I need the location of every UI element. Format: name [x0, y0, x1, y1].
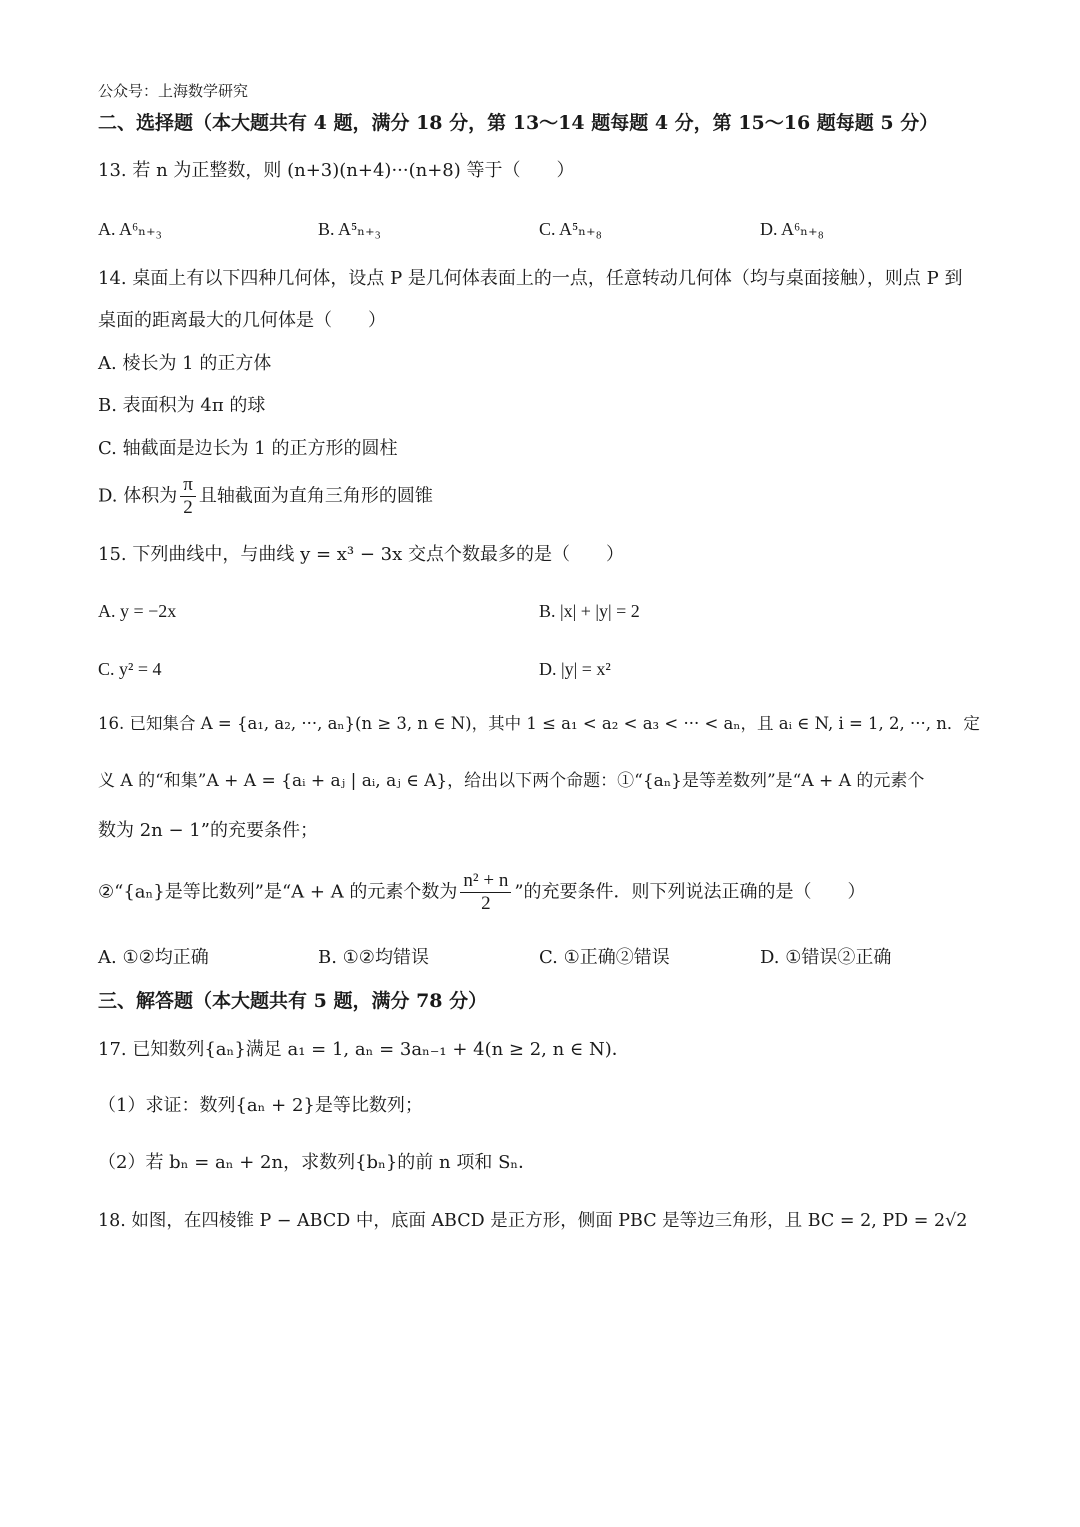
q15-stem: 15. 下列曲线中，与曲线 y = x³ − 3x 交点个数最多的是（ ） — [98, 544, 624, 565]
q14-stem-line-2: 桌面的距离最大的几何体是（ ） — [98, 310, 386, 331]
q13-option-c: C. A⁵ₙ₊₈ — [539, 219, 602, 239]
q16-option-b: B. ①②均错误 — [318, 947, 429, 968]
q16-option-c: C. ①正确②错误 — [539, 947, 670, 968]
q14-stem-line-1: 14. 桌面上有以下四种几何体，设点 P 是几何体表面上的一点，任意转动几何体（均与桌面接触），则点 P 到 — [98, 268, 963, 289]
section-2-title: 二、选择题（本大题共有 4 题，满分 18 分，第 13～14 题每题 4 分，第 15～16 题每题 5 分） — [98, 112, 939, 134]
q16-option-a: A. ①②均正确 — [98, 947, 209, 968]
q14-option-d-prefix: D. 体积为 — [98, 485, 178, 507]
header-source: 公众号：上海数学研究 — [98, 82, 249, 100]
q13-stem: 13. 若 n 为正整数，则 (n+3)(n+4)···(n+8) 等于（ ） — [98, 160, 575, 181]
q16-stem-4-numerator: n² + n — [460, 870, 511, 893]
q17-part-2: （2）若 bₙ = aₙ + 2n，求数列{bₙ}的前 n 项和 Sₙ． — [98, 1152, 537, 1173]
section-3-title: 三、解答题（本大题共有 5 题，满分 78 分） — [98, 990, 488, 1012]
q14-option-c: C. 轴截面是边长为 1 的正方形的圆柱 — [98, 438, 398, 459]
q15-option-d: D. |y| = x² — [539, 659, 611, 679]
q14-option-d-numerator: π — [180, 474, 196, 497]
q18-stem: 18. 如图，在四棱锥 P − ABCD 中，底面 ABCD 是正方形，侧面 PBC 是等边三角形，且 BC = 2, PD = 2√2 — [98, 1211, 968, 1231]
q14-option-d — [98, 474, 433, 519]
q13-option-b: B. A⁵ₙ₊₃ — [318, 219, 381, 239]
q17-stem: 17. 已知数列{aₙ}满足 a₁ = 1, aₙ = 3aₙ₋₁ + 4(n ≥ 2, n ∈ N)． — [98, 1039, 630, 1060]
q14-option-d-fraction — [180, 474, 196, 519]
q16-stem-line-2: 义 A 的“和集”A + A = {aᵢ + aⱼ | aᵢ, aⱼ ∈ A}，给出以下两个命题：①“{aₙ}是等差数列”是“A + A 的元素个 — [98, 771, 925, 791]
q13-option-a: A. A⁶ₙ₊₃ — [98, 219, 162, 239]
q14-option-d-denominator: 2 — [183, 497, 193, 518]
q15-option-c: C. y² = 4 — [98, 659, 162, 679]
q15-option-a: A. y = −2x — [98, 601, 177, 621]
q15-option-b: B. |x| + |y| = 2 — [539, 601, 640, 621]
q16-stem-4-suffix: ”的充要条件．则下列说法正确的是（ ） — [514, 881, 866, 903]
q17-part-1: （1）求证：数列{aₙ + 2}是等比数列； — [98, 1095, 423, 1116]
q16-stem-line-4 — [98, 870, 866, 915]
q16-stem-4-fraction — [460, 870, 511, 915]
q16-stem-4-denominator: 2 — [481, 893, 491, 914]
q14-option-d-suffix: 且轴截面为直角三角形的圆锥 — [198, 485, 433, 507]
q16-option-d: D. ①错误②正确 — [760, 947, 892, 968]
q16-stem-line-3: 数为 2n − 1”的充要条件； — [98, 820, 318, 841]
q16-stem-line-1: 16. 已知集合 A = {a₁, a₂, ···, aₙ}(n ≥ 3, n ∈ N)，其中 1 ≤ a₁ < a₂ < a₃ < ··· < aₙ，且 aᵢ ∈ N, i = 1, 2, ···, n．定 — [98, 714, 980, 733]
q13-option-d: D. A⁶ₙ₊₈ — [760, 219, 824, 239]
q14-option-b: B. 表面积为 4π 的球 — [98, 395, 266, 416]
q16-stem-4-prefix: ②“{aₙ}是等比数列”是“A + A 的元素个数为 — [98, 881, 458, 903]
q14-option-a: A. 棱长为 1 的正方体 — [98, 353, 272, 374]
